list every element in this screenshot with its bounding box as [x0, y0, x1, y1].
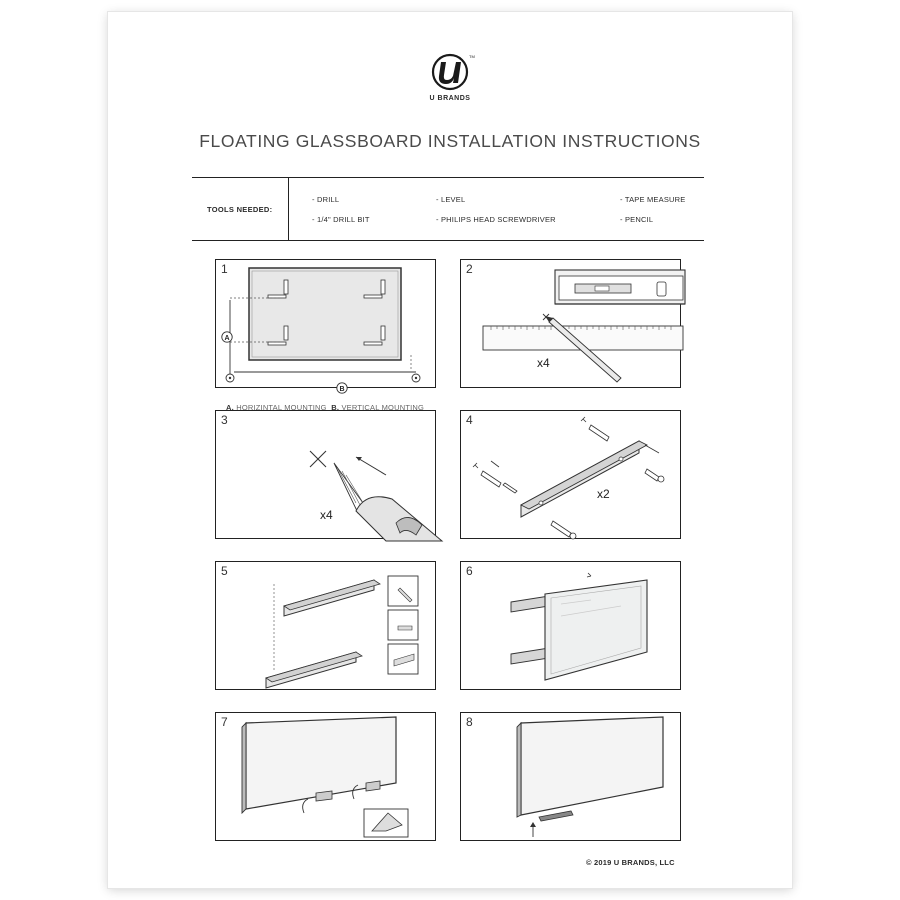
legend-b-key: B. [331, 403, 340, 412]
step-number: 1 [221, 262, 228, 276]
step-number: 7 [221, 715, 228, 729]
step-5-diagram [216, 562, 437, 691]
callout-a: A [224, 335, 230, 342]
step-number: 6 [466, 564, 473, 578]
step-2-diagram [461, 260, 682, 389]
legend-a-key: A. [226, 403, 234, 412]
step-4-diagram [461, 411, 682, 540]
step-1-diagram [216, 260, 437, 393]
legend-b-text: VERTICAL MOUNTING [341, 403, 425, 412]
legend-a-text: HORIZINTAL MOUNTING [236, 403, 327, 412]
tool-item: - TAPE MEASURE [620, 195, 686, 204]
multiplier-label: x4 [320, 508, 333, 522]
step-4-panel [460, 410, 681, 539]
step-8-panel [460, 712, 681, 841]
tool-item: - 1/4" DRILL BIT [312, 215, 370, 224]
tool-item: - DRILL [312, 195, 340, 204]
tool-item: - PHILIPS HEAD SCREWDRIVER [436, 215, 556, 224]
tool-item: - LEVEL [436, 195, 466, 204]
step-number: 4 [466, 413, 473, 427]
step-number: 3 [221, 413, 228, 427]
trademark-mark: TM [469, 54, 475, 59]
step-7-panel [215, 712, 436, 841]
step-6-diagram [461, 562, 682, 691]
step-number: 8 [466, 715, 473, 729]
mounting-legend [226, 403, 424, 412]
step-number: 5 [221, 564, 228, 578]
copyright: © 2019 U BRANDS, LLC [586, 858, 675, 867]
tool-item: - PENCIL [620, 215, 654, 224]
step-8-diagram [461, 713, 682, 842]
step-2-panel [460, 259, 681, 388]
tools-divider [288, 178, 289, 240]
tools-needed-table [192, 177, 704, 241]
step-number: 2 [466, 262, 473, 276]
multiplier-label: x2 [597, 487, 610, 501]
multiplier-label: x4 [537, 356, 550, 370]
instruction-sheet [108, 12, 792, 888]
step-1-panel [215, 259, 436, 393]
step-7-diagram [216, 713, 437, 842]
callout-b: B [339, 386, 345, 393]
step-5-panel [215, 561, 436, 690]
tools-label: TOOLS NEEDED: [207, 205, 273, 214]
page-title: FLOATING GLASSBOARD INSTALLATION INSTRUCTIONS [199, 131, 701, 151]
brand-name: U BRANDS [429, 95, 471, 102]
step-6-panel [460, 561, 681, 690]
step-3-panel [215, 410, 436, 539]
